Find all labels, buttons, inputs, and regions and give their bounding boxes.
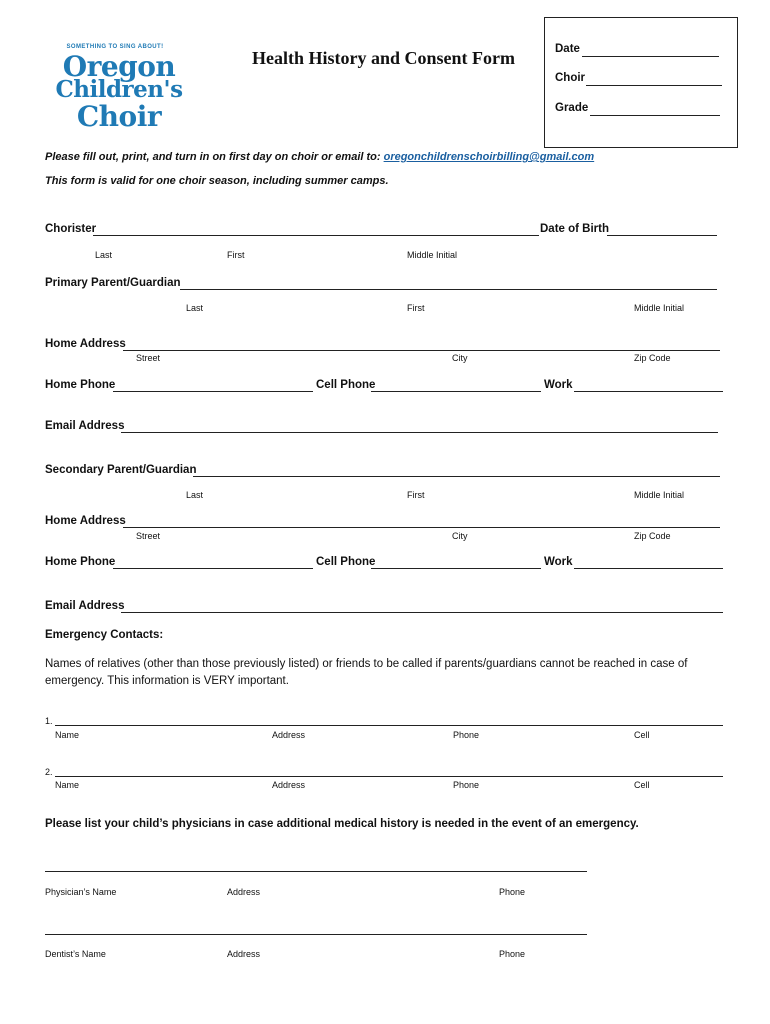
primary-first-caption: First xyxy=(407,303,425,313)
chorister-last-caption: Last xyxy=(95,250,113,260)
instructions-text: Please fill out, print, and turn in on first day on choir or email to: xyxy=(45,151,384,163)
primary-work-field[interactable] xyxy=(574,391,723,392)
grade-label: Grade xyxy=(555,102,589,114)
date-label: Date xyxy=(555,43,580,55)
logo-tagline: SOMETHING TO SING ABOUT! xyxy=(66,44,164,50)
secondary-cell-phone-field[interactable] xyxy=(371,568,541,569)
secondary-email-field[interactable] xyxy=(121,612,723,613)
contact-1-name-caption: Name xyxy=(55,730,80,740)
secondary-work-field[interactable] xyxy=(574,568,723,569)
contact-2-phone-caption: Phone xyxy=(453,780,480,790)
secondary-work-label: Work xyxy=(544,556,573,568)
contact-2-name-caption: Name xyxy=(55,780,80,790)
logo-word-childrens: Children's xyxy=(55,76,183,103)
primary-email-field[interactable] xyxy=(121,432,718,433)
chorister-name-field[interactable] xyxy=(93,235,539,236)
instructions-line-1 xyxy=(45,151,594,163)
primary-home-phone-label: Home Phone xyxy=(45,379,116,391)
grade-field[interactable] xyxy=(590,115,720,116)
dentist-name-caption: Dentist’s Name xyxy=(45,949,106,959)
secondary-address-label: Home Address xyxy=(45,515,126,527)
primary-cell-phone-field[interactable] xyxy=(371,391,541,392)
primary-work-label: Work xyxy=(544,379,573,391)
secondary-address-field[interactable] xyxy=(123,527,720,528)
dentist-phone-caption: Phone xyxy=(499,949,526,959)
contact-2-number: 2. xyxy=(45,767,53,777)
secondary-mi-caption: Middle Initial xyxy=(634,490,685,500)
contact-1-number: 1. xyxy=(45,716,53,726)
primary-mi-caption: Middle Initial xyxy=(634,303,685,313)
secondary-street-caption: Street xyxy=(136,531,161,541)
contact-2-cell-caption: Cell xyxy=(634,780,650,790)
primary-address-field[interactable] xyxy=(123,350,720,351)
instructions-line-2: This form is valid for one choir season, including summer camps. xyxy=(45,175,389,187)
dob-label: Date of Birth xyxy=(540,223,609,235)
physician-field[interactable] xyxy=(45,871,587,872)
choir-label: Choir xyxy=(555,72,586,84)
primary-last-caption: Last xyxy=(186,303,204,313)
dentist-address-caption: Address xyxy=(227,949,261,959)
primary-home-phone-field[interactable] xyxy=(113,391,313,392)
contact-1-address-caption: Address xyxy=(272,730,306,740)
contact-2-address-caption: Address xyxy=(272,780,306,790)
primary-email-label: Email Address xyxy=(45,420,125,432)
primary-city-caption: City xyxy=(452,353,468,363)
primary-guardian-field[interactable] xyxy=(180,289,717,290)
secondary-guardian-field[interactable] xyxy=(193,476,720,477)
secondary-first-caption: First xyxy=(407,490,425,500)
chorister-first-caption: First xyxy=(227,250,245,260)
primary-cell-phone-label: Cell Phone xyxy=(316,379,376,391)
physician-address-caption: Address xyxy=(227,887,261,897)
secondary-home-phone-label: Home Phone xyxy=(45,556,116,568)
dentist-field[interactable] xyxy=(45,934,587,935)
logo-word-oregon: Oregon xyxy=(62,50,176,83)
physician-phone-caption: Phone xyxy=(499,887,526,897)
contact-1-field[interactable] xyxy=(55,725,723,726)
primary-zip-caption: Zip Code xyxy=(634,353,671,363)
emergency-instructions: Names of relatives (other than those previously listed) or friends to be called if parents/guardians cannot be reached in case of emergency. This information is VERY important. xyxy=(45,658,688,687)
contact-2-field[interactable] xyxy=(55,776,723,777)
contact-1-cell-caption: Cell xyxy=(634,730,650,740)
secondary-home-phone-field[interactable] xyxy=(113,568,313,569)
primary-guardian-label: Primary Parent/Guardian xyxy=(45,277,181,289)
secondary-cell-phone-label: Cell Phone xyxy=(316,556,376,568)
secondary-email-label: Email Address xyxy=(45,600,125,612)
secondary-city-caption: City xyxy=(452,531,468,541)
form-title: Health History and Consent Form xyxy=(252,48,515,68)
secondary-last-caption: Last xyxy=(186,490,204,500)
billing-email-link[interactable]: oregonchildrenschoirbilling@gmail.com xyxy=(383,151,595,163)
emergency-heading: Emergency Contacts: xyxy=(45,629,164,641)
primary-street-caption: Street xyxy=(136,353,161,363)
secondary-zip-caption: Zip Code xyxy=(634,531,671,541)
physician-name-caption: Physician’s Name xyxy=(45,887,117,897)
dob-field[interactable] xyxy=(607,235,717,236)
contact-1-phone-caption: Phone xyxy=(453,730,480,740)
physicians-heading: Please list your child’s physicians in case additional medical history is needed in the event of an emergency. xyxy=(45,818,639,830)
choir-field[interactable] xyxy=(586,85,722,86)
secondary-guardian-label: Secondary Parent/Guardian xyxy=(45,464,197,476)
primary-address-label: Home Address xyxy=(45,338,126,350)
logo-word-choir: Choir xyxy=(76,100,162,133)
chorister-label: Chorister xyxy=(45,223,97,235)
date-field[interactable] xyxy=(582,56,719,57)
chorister-mi-caption: Middle Initial xyxy=(407,250,458,260)
